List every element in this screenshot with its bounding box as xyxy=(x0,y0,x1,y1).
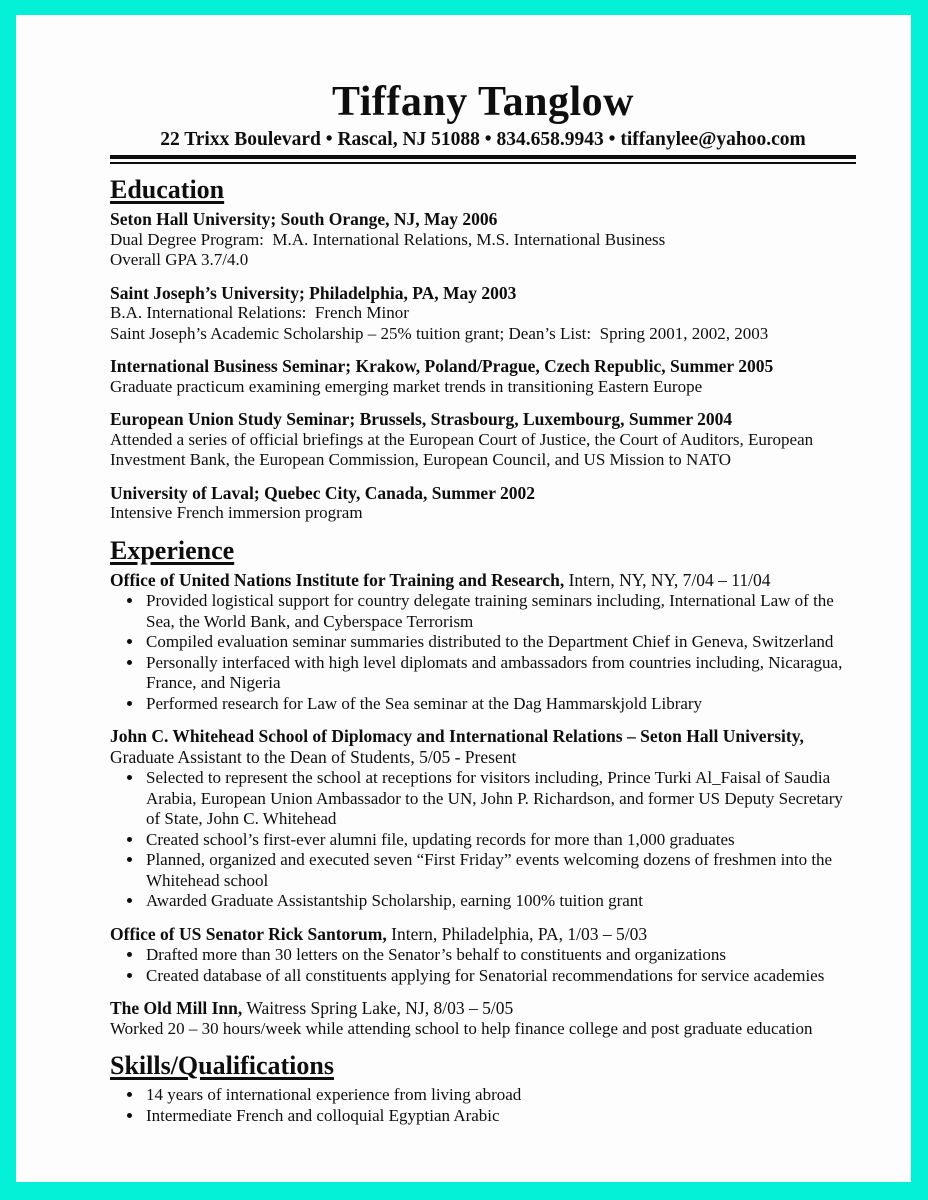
bullet-item: • Created school’s first-ever alumni file, updating records for more than 1,000 graduates xyxy=(144,830,856,851)
entry-heading-detail: Graduate Assistant to the Dean of Students, 5/05 - Present xyxy=(110,726,809,767)
entry-heading-bold: Office of US Senator Rick Santorum, xyxy=(110,923,387,944)
header-divider xyxy=(110,155,856,164)
resume-entry xyxy=(110,924,856,987)
entry-line: Overall GPA 3.7/4.0 xyxy=(110,250,249,269)
entry-heading xyxy=(110,570,856,591)
bullet-item: • Drafted more than 30 letters on the Senator’s behalf to constituents and organizations xyxy=(144,945,856,966)
entry-line: Attended a series of official briefings at the European Court of Justice, the Court of Auditors, European Investment Bank, the European Commission, European Council, and US Mission to NATO xyxy=(110,429,818,469)
entry-line: B.A. International Relations: French Minor xyxy=(110,303,409,322)
entry-heading-bold: John C. Whitehead School of Diplomacy and International Relations – Seton Hall University, xyxy=(110,726,804,746)
person-name: Tiffany Tanglow xyxy=(331,79,634,125)
bullet-item: • Created database of all constituents applying for Senatorial recommendations for service academies xyxy=(144,966,856,987)
resume-header xyxy=(110,79,856,164)
entry-heading xyxy=(110,356,856,377)
resume-entry xyxy=(110,1085,856,1126)
entry-heading xyxy=(110,924,856,945)
entry-heading xyxy=(110,209,856,230)
entry-heading-bold: International Business Seminar; Krakow, Poland/Prague, Czech Republic, Summer 2005 xyxy=(110,356,774,376)
resume-body xyxy=(110,175,856,1126)
entry-heading-bold: Seton Hall University; South Orange, NJ, May 2006 xyxy=(110,209,498,229)
resume-entry xyxy=(110,409,856,471)
bullet-list xyxy=(110,1085,856,1126)
bullet-list xyxy=(110,768,856,912)
bullet-item: • Intermediate French and colloquial Egyptian Arabic xyxy=(144,1106,856,1127)
entry-heading-bold: Office of United Nations Institute for Training and Research, xyxy=(110,569,565,590)
entry-line: Intensive French immersion program xyxy=(110,503,363,522)
bullet-item: • Selected to represent the school at receptions for visitors including, Prince Turki Al_Faisal of Saudia Arabia, European Union Ambassador to the UN, John P. Richardson, and former US Deputy Secretary of State, John C. Whitehead xyxy=(144,768,856,830)
entry-line: Dual Degree Program: M.A. International Relations, M.S. International Business xyxy=(110,229,666,249)
bullet-item: • Personally interfaced with high level diplomats and ambassadors from countries including, Nicaragua, France, and Nigeria xyxy=(144,653,856,694)
resume-entry xyxy=(110,483,856,524)
bullet-list xyxy=(110,945,856,986)
entry-heading-bold: University of Laval; Quebec City, Canada, Summer 2002 xyxy=(110,482,536,503)
section-skills-qualifications xyxy=(110,1051,856,1126)
bullet-item: • Planned, organized and executed seven “First Friday” events welcoming dozens of freshmen into the Whitehead school xyxy=(144,850,856,891)
bullet-item: • 14 years of international experience from living abroad xyxy=(144,1085,856,1106)
entry-heading-bold: Saint Joseph’s University; Philadelphia, PA, May 2003 xyxy=(110,282,517,303)
resume-page xyxy=(16,15,911,1182)
resume-entry xyxy=(110,209,856,271)
section-title: Skills/Qualifications xyxy=(110,1051,334,1080)
bullet-item: • Compiled evaluation seminar summaries distributed to the Department Chief in Geneva, Switzerland xyxy=(144,632,856,653)
entry-heading xyxy=(110,998,856,1019)
bullet-item: • Provided logistical support for country delegate training seminars including, International Law of the Sea, the World Bank, and Cyberspace Terrorism xyxy=(144,591,856,632)
resume-entry xyxy=(110,283,856,345)
entry-heading-bold: The Old Mill Inn, xyxy=(110,998,243,1018)
entry-heading-detail: Intern, NY, NY, 7/04 – 11/04 xyxy=(564,569,771,590)
entry-heading xyxy=(110,483,856,504)
entry-line: Saint Joseph’s Academic Scholarship – 25% tuition grant; Dean’s List: Spring 2001, 2002, 2003 xyxy=(110,323,769,343)
bullet-item: • Performed research for Law of the Sea seminar at the Dag Hammarskjold Library xyxy=(144,694,856,715)
entry-heading-bold: European Union Study Seminar; Brussels, Strasbourg, Luxembourg, Summer 2004 xyxy=(110,409,733,429)
bullet-list xyxy=(110,591,856,714)
resume-entry xyxy=(110,570,856,715)
entry-heading-detail: Waitress Spring Lake, NJ, 8/03 – 5/05 xyxy=(242,998,514,1018)
section-experience xyxy=(110,536,856,1040)
resume-entry xyxy=(110,726,856,912)
entry-heading xyxy=(110,283,856,304)
entry-heading xyxy=(110,726,856,767)
contact-line: 22 Trixx Boulevard • Rascal, NJ 51088 • 834.658.9943 • tiffanylee@yahoo.com xyxy=(160,129,806,150)
resume-entry xyxy=(110,998,856,1039)
resume-entry xyxy=(110,356,856,397)
section-title: Experience xyxy=(110,535,235,565)
bullet-item: • Awarded Graduate Assistantship Scholarship, earning 100% tuition grant xyxy=(144,891,856,912)
section-title: Education xyxy=(110,175,225,204)
entry-heading-detail: Intern, Philadelphia, PA, 1/03 – 5/03 xyxy=(386,923,648,944)
entry-heading xyxy=(110,409,856,430)
entry-line: Graduate practicum examining emerging market trends in transitioning Eastern Europe xyxy=(110,376,703,396)
section-education xyxy=(110,175,856,524)
entry-line: Worked 20 – 30 hours/week while attending school to help finance college and post graduate education xyxy=(110,1018,813,1038)
